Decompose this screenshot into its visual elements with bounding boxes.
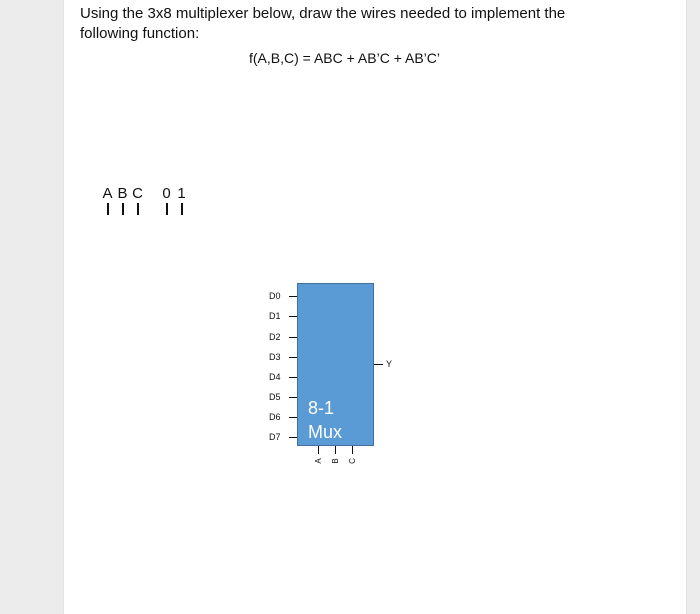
mux-input-d2[interactable]: [269, 331, 297, 343]
mux-input-d3-label: D3: [269, 352, 281, 362]
mux-input-d4[interactable]: [269, 371, 297, 383]
mux-input-d7[interactable]: [269, 431, 297, 443]
mux-input-d3[interactable]: [269, 351, 297, 363]
boolean-function: f(A,B,C) = ABC + AB’C + AB’C’: [249, 50, 441, 66]
mux-caption-line-1: 8-1: [308, 398, 335, 418]
mux-input-d4-label: D4: [269, 372, 281, 382]
mux-input-d4-pin[interactable]: [289, 377, 297, 378]
mux-select-b-label: B: [331, 458, 340, 464]
mux-input-d6[interactable]: [269, 411, 297, 423]
mux-input-d7-pin[interactable]: [289, 437, 297, 438]
terminal-zero-label: 0: [162, 185, 172, 202]
mux-select-b[interactable]: [331, 446, 341, 468]
terminal-a-stub: [107, 203, 109, 215]
mux-input-d6-pin[interactable]: [289, 417, 297, 418]
question-line-1: Using the 3x8 multiplexer below, draw the wires needed to implement the: [80, 5, 566, 22]
mux-input-d5[interactable]: [269, 391, 297, 403]
mux-input-d0-pin[interactable]: [289, 296, 297, 297]
mux-select-c-label: C: [348, 458, 357, 464]
mux-input-d0-label: D0: [269, 291, 281, 301]
terminal-a-label: A: [102, 185, 114, 202]
terminal-b: [116, 186, 130, 215]
terminal-one-label: 1: [177, 185, 187, 202]
question-text: [80, 4, 620, 44]
terminal-one: [175, 186, 189, 215]
mux-select-a-pin[interactable]: [318, 446, 319, 454]
terminal-b-stub: [122, 203, 124, 215]
mux-input-d7-label: D7: [269, 432, 281, 442]
mux-select-b-pin[interactable]: [335, 446, 336, 454]
mux-select-c[interactable]: [348, 446, 358, 468]
mux-input-d2-label: D2: [269, 332, 281, 342]
terminal-c: [131, 186, 145, 215]
mux-caption: [308, 396, 342, 444]
mux-output-label: Y: [386, 359, 393, 369]
mux-input-d5-label: D5: [269, 392, 281, 402]
terminal-c-stub: [137, 203, 139, 215]
mux-caption-line-2: Mux: [308, 422, 343, 442]
terminal-zero: [160, 186, 174, 215]
terminal-zero-stub: [166, 203, 168, 215]
terminal-c-label: C: [132, 185, 144, 202]
mux-input-d5-pin[interactable]: [289, 397, 297, 398]
mux-input-d6-label: D6: [269, 412, 281, 422]
mux-select-c-pin[interactable]: [352, 446, 353, 454]
mux-input-d1-label: D1: [269, 311, 281, 321]
terminal-one-stub: [181, 203, 183, 215]
terminal-a: [101, 186, 115, 215]
mux-input-d3-pin[interactable]: [289, 357, 297, 358]
mux-input-d2-pin[interactable]: [289, 337, 297, 338]
mux-input-d0[interactable]: [269, 290, 297, 302]
mux-select-a-label: A: [314, 458, 323, 464]
mux-input-d1-pin[interactable]: [289, 316, 297, 317]
mux-select-a[interactable]: [314, 446, 324, 468]
question-line-2: following function:: [80, 25, 200, 42]
terminal-b-label: B: [117, 185, 129, 202]
mux-output-pin[interactable]: [374, 364, 383, 365]
question-page: [64, 0, 686, 614]
mux-input-d1[interactable]: [269, 310, 297, 322]
multiplexer-block: [297, 283, 374, 446]
